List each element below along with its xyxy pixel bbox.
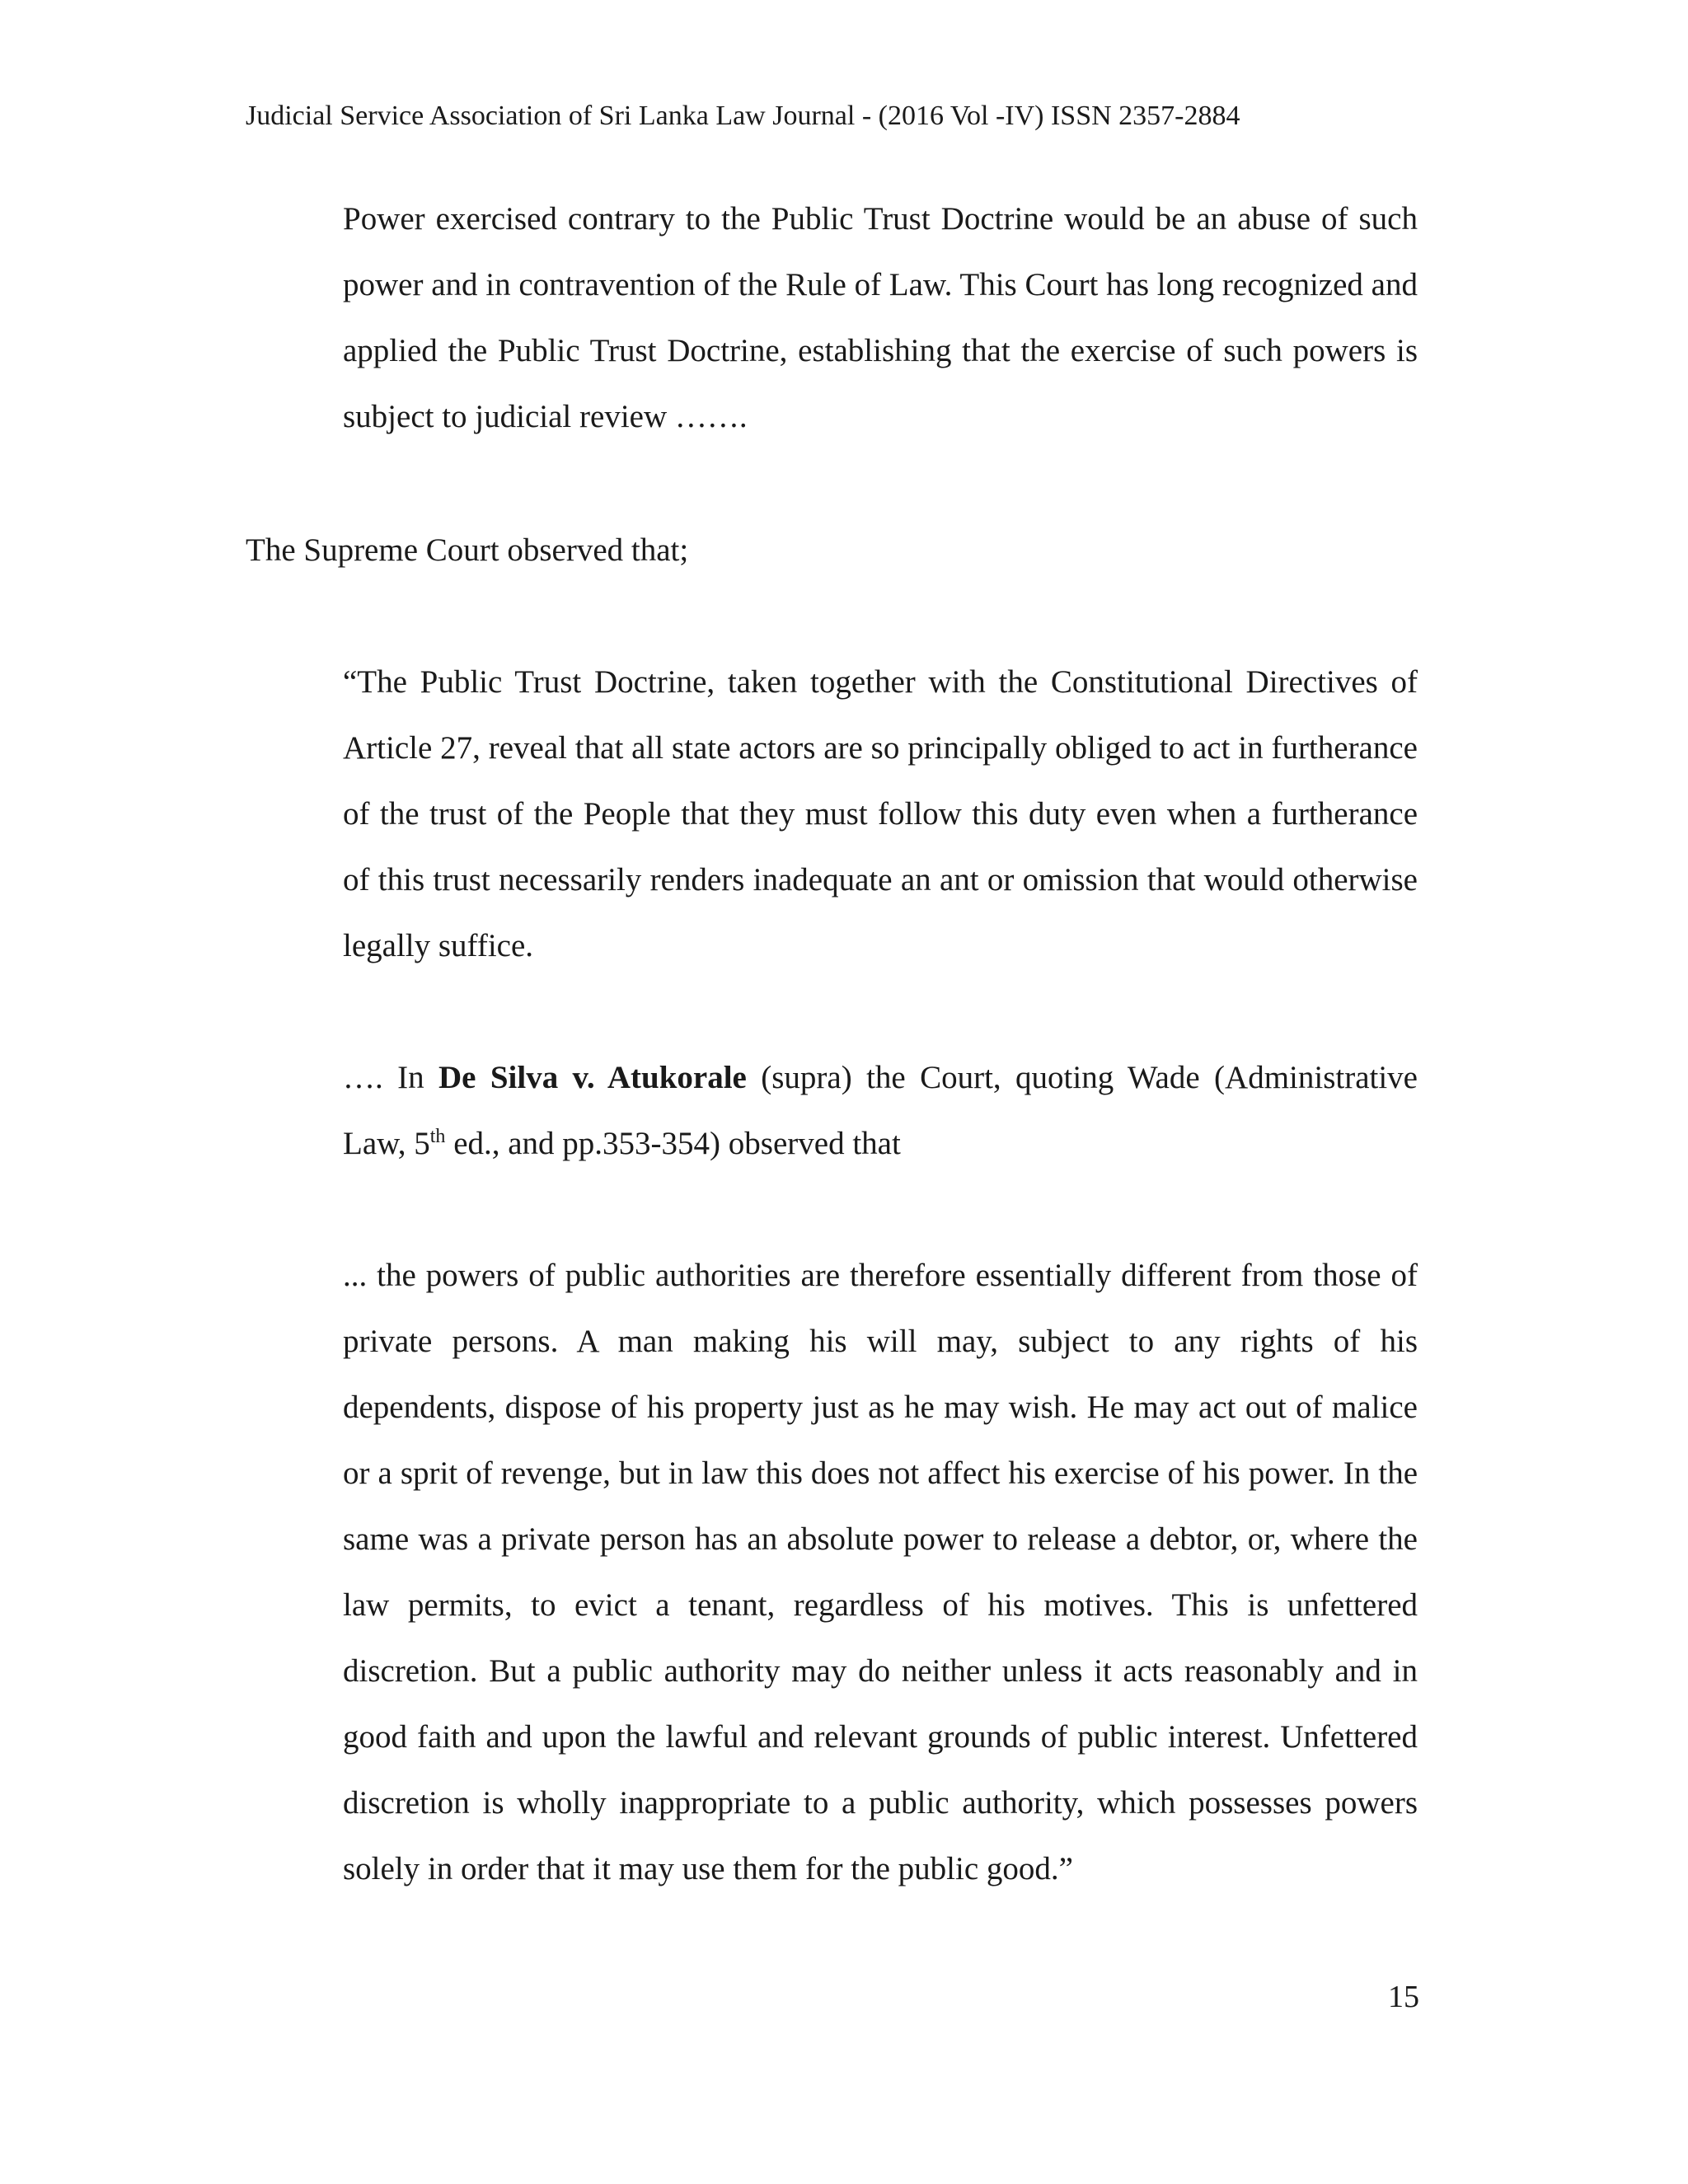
p4-lead-text: …. In	[343, 1060, 438, 1095]
case-name: De Silva v. Atukorale	[438, 1060, 747, 1095]
quote-paragraph-public-trust-abuse: Power exercised contrary to the Public Trust Doctrine would be an abuse of such power and in contravention of the Rule of Law. This Court has long recognized and applied the Public Trust Doctrine, establishing that the exercise of such powers is subject to judicial review …….	[343, 201, 1418, 434]
quote-paragraph-article-27: “The Public Trust Doctrine, taken together with the Constitutional Directives of Article 27, reveal that all state actors are so principally obliged to act in furtherance of the trust of the People that they must follow this duty even when a furtherance of this trust necessarily renders inadequate an ant or omission that would otherwise legally suffice.	[343, 664, 1418, 963]
page-number: 15	[1388, 1980, 1419, 2014]
quote-paragraph-wade-unfettered-discretion: ... the powers of public authorities are therefore essentially different from those of private persons. A man making his will may, subject to any rights of his dependents, dispose of his property just as he may wish. He may act out of malice or a sprit of revenge, but in law this does not affect his exercise of his power. In the same was a private person has an absolute power to release a debtor, or, where the law permits, to evict a tenant, regardless of his motives. This is unfettered discretion. But a public authority may do neither unless it acts reasonably and in good faith and upon the lawful and relevant grounds of public interest. Unfettered discretion is wholly inappropriate to a public authority, which possesses powers solely in order that it may use them for the public good.”	[343, 1258, 1418, 1886]
p4-tail-text: ed., and pp.353-354) observed that	[445, 1126, 901, 1161]
p4-mid-text: (supra) the Court, quoting Wade (Administrative Law, 5	[343, 1060, 1418, 1161]
running-header: Judicial Service Association of Sri Lanka Law Journal - (2016 Vol -IV) ISSN 2357-2884	[246, 101, 1240, 131]
edition-superscript: th	[429, 1126, 446, 1147]
quote-paragraph-de-silva	[343, 1045, 1418, 1177]
body-paragraph-supreme-court-observed: The Supreme Court observed that;	[246, 532, 689, 568]
